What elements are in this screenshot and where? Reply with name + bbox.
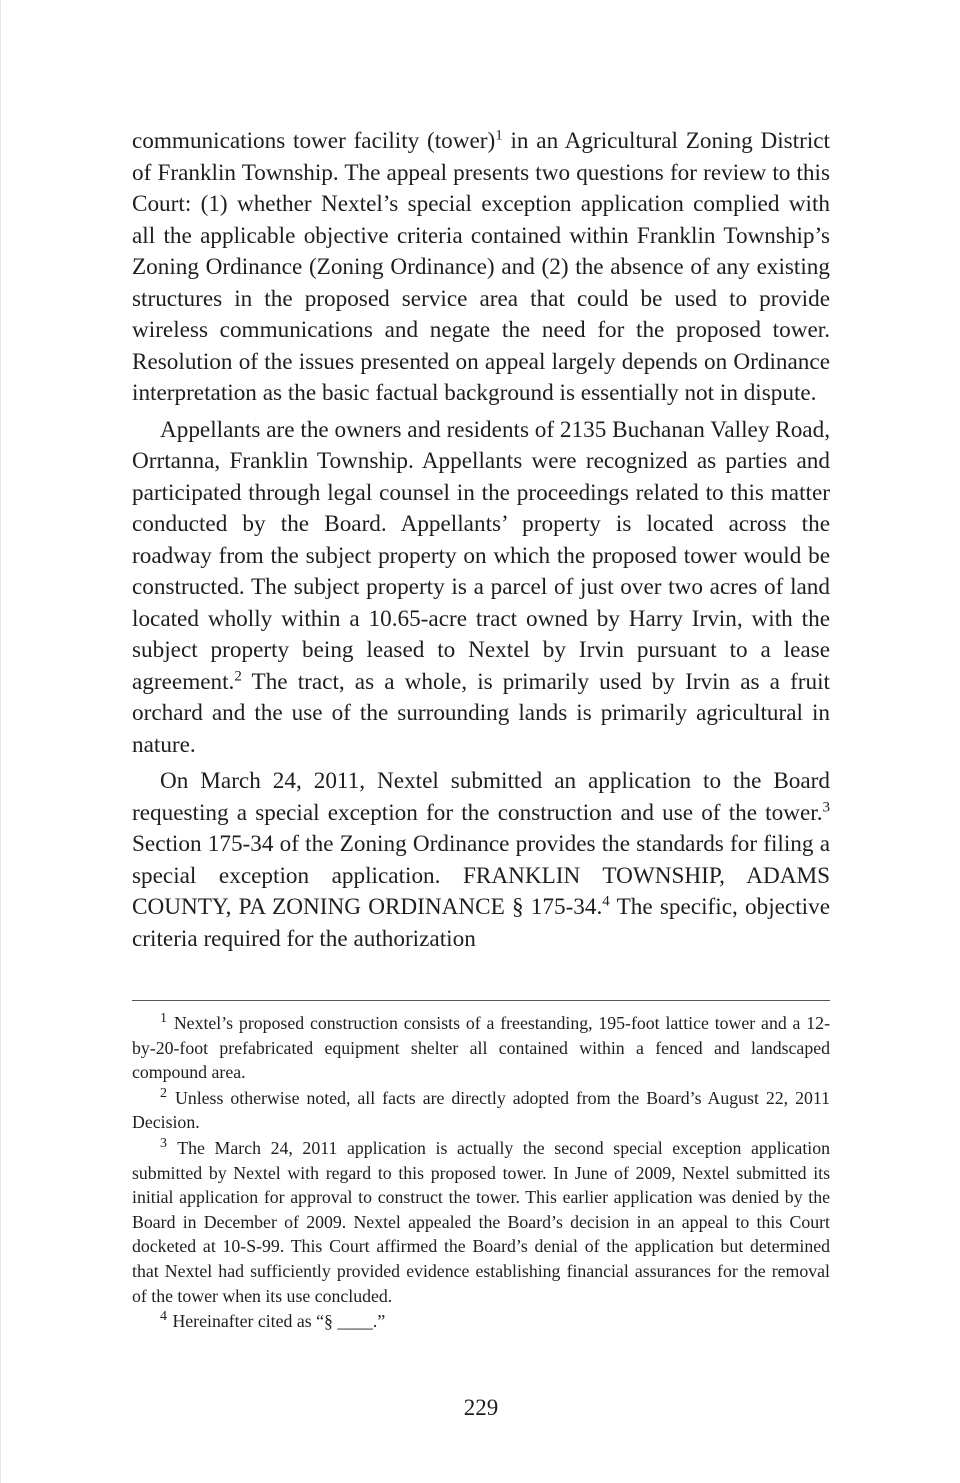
footnote-reference-3: 3 [822, 798, 830, 815]
footnote-separator [132, 1000, 830, 1001]
footnote-2 [132, 1086, 830, 1135]
paragraph-1-text-a: communications tower facility (tower) [132, 128, 496, 154]
footnote-text-4: Hereinafter cited as “§ ____.” [172, 1311, 386, 1332]
paragraph-2-text-a: Appellants are the owners and residents of 2135 Buchanan Valley Road, Orrtanna, Franklin Township. Appellants were recognized as parties and participated through legal counsel in the proceedings related to this matter conducted by the Board. Appellants’ property is located across the roadway from the subject property on which the proposed tower would be constructed. The subject property is a parcel of just over two acres of land located wholly within a 10.65-acre tract owned by Harry Irvin, with the subject property being leased to Nextel by Irvin pursuant to a lease agreement. [132, 416, 830, 695]
footnote-text-3: The March 24, 2011 application is actually the second special exception application submitted by Nextel with regard to this proposed tower. In June of 2009, Nextel submitted its initial application for approval to construct the tower. This earlier application was denied by the Board in December of 2009. Nextel appealed the Board’s decision in an appeal to this Court docketed at 10-S-99. This Court affirmed the Board’s denial of the application but determined that Nextel had sufficiently provided evidence establishing financial assurances for the removal of the tower when its use concluded. [132, 1137, 830, 1306]
page-number: 229 [463, 1395, 499, 1420]
paragraph-2 [132, 415, 830, 762]
footnote-1 [132, 1011, 830, 1085]
footnote-3 [132, 1136, 830, 1308]
body-text [132, 126, 830, 960]
footnote-reference-2: 2 [234, 667, 242, 684]
footnote-text-1: Nextel’s proposed construction consists of a freestanding, 195-foot lattice tower and a 12-by-20-foot prefabricated equipment shelter all contained within a fenced and landscaped compound area. [132, 1013, 830, 1083]
paragraph-3-text-c: The specific, objective criteria required for the authorization [132, 894, 830, 952]
paragraph-3-text-a: On March 24, 2011, Nextel submitted an application to the Board requesting a special exception for the construction and use of the tower. [132, 768, 830, 826]
paragraph-1-text-b: in an Agricultural Zoning District of Franklin Township. The appeal presents two questions for review to this Court: (1) whether Nextel’s special exception application complied with all the applicable objective criteria contained within Franklin Township’s Zoning Ordinance (Zoning Ordinance) and (2) the absence of any existing structures in the proposed service area that could be used to provide wireless communications and negate the need for the proposed tower. Resolution of the issues presented on appeal largely depends on Ordinance interpretation as the basic factual background is essentially not in dispute. [132, 128, 830, 406]
footnote-mark-3: 3 [160, 1136, 167, 1152]
footnote-text-2: Unless otherwise noted, all facts are directly adopted from the Board’s August 22, 2011 Decision. [132, 1087, 830, 1133]
footnote-4 [132, 1309, 830, 1334]
paragraph-3-text-b: Section 175-34 of the Zoning Ordinance provides the standards for filing a special exception application. FRANKLIN TOWNSHIP, ADAMS COUNTY, PA ZONING ORDINANCE § 175-34. [132, 831, 830, 920]
footnote-reference-1: 1 [495, 127, 503, 144]
footnote-reference-4: 4 [602, 893, 610, 910]
footnote-mark-2: 2 [160, 1085, 167, 1101]
paragraph-1 [132, 126, 830, 410]
paragraph-3 [132, 766, 830, 955]
footnote-mark-4: 4 [160, 1309, 167, 1325]
footnotes [132, 1011, 830, 1335]
footnote-mark-1: 1 [160, 1011, 167, 1027]
paragraph-2-text-b: The tract, as a whole, is primarily used by Irvin as a fruit orchard and the use of the surrounding lands is primarily agricultural in nature. [132, 668, 830, 758]
